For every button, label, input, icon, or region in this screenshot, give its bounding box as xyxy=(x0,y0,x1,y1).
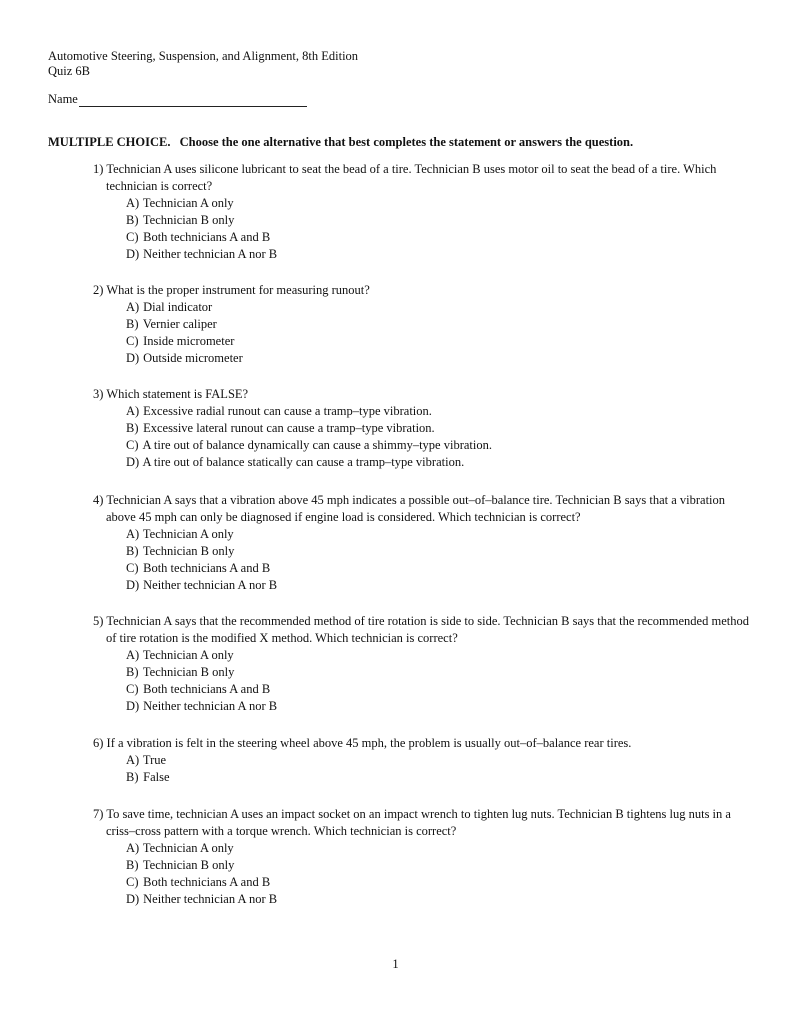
choice-b[interactable] xyxy=(93,316,753,333)
page-number: 1 xyxy=(392,957,399,971)
choice-d[interactable] xyxy=(93,454,753,471)
choice-a[interactable] xyxy=(93,840,753,857)
question-3 xyxy=(93,386,753,471)
choice-a[interactable] xyxy=(93,403,753,420)
choice-list xyxy=(93,840,753,908)
choice-b[interactable] xyxy=(93,420,753,437)
choice-text: Technician A only xyxy=(142,648,234,662)
choice-a[interactable] xyxy=(93,299,753,316)
question-number: 1) xyxy=(93,162,104,176)
choice-true[interactable] xyxy=(93,752,753,769)
question-stem xyxy=(93,735,753,752)
choice-letter: A) xyxy=(126,300,140,314)
choice-letter: C) xyxy=(126,875,139,889)
choice-text: Both technicians A and B xyxy=(143,561,271,575)
name-label: Name xyxy=(48,92,78,106)
choice-letter: A) xyxy=(126,753,140,767)
question-number: 6) xyxy=(93,736,104,750)
name-field-row xyxy=(48,92,307,107)
choice-list xyxy=(93,526,753,594)
choice-text: Outside micrometer xyxy=(143,351,243,365)
choice-text: Neither technician A nor B xyxy=(143,247,278,261)
choice-letter: D) xyxy=(126,892,140,906)
choice-text: Technician B only xyxy=(142,213,235,227)
choice-letter: C) xyxy=(126,561,139,575)
choice-text: Dial indicator xyxy=(143,300,213,314)
choice-c[interactable] xyxy=(93,874,753,891)
choice-d[interactable] xyxy=(93,350,753,367)
choice-text: Vernier caliper xyxy=(142,317,217,331)
choice-text: Technician A only xyxy=(142,527,234,541)
choice-letter: D) xyxy=(126,247,140,261)
choice-list xyxy=(93,647,753,715)
choice-text: Excessive radial runout can cause a tramp–type vibration. xyxy=(143,404,432,418)
choice-letter: A) xyxy=(126,648,140,662)
choice-letter: B) xyxy=(126,421,139,435)
choice-text: Technician B only xyxy=(142,544,235,558)
question-number: 3) xyxy=(93,387,104,401)
question-text: If a vibration is felt in the steering wheel above 45 mph, the problem is usually out–of–balance rear tires. xyxy=(106,736,632,750)
choice-false[interactable] xyxy=(93,769,753,786)
choice-a[interactable] xyxy=(93,647,753,664)
name-blank-line[interactable] xyxy=(79,94,307,107)
question-stem xyxy=(93,492,753,526)
choice-b[interactable] xyxy=(93,543,753,560)
choice-d[interactable] xyxy=(93,246,753,263)
choice-text: Both technicians A and B xyxy=(143,875,271,889)
choice-list xyxy=(93,299,753,367)
question-5 xyxy=(93,613,753,715)
question-number: 7) xyxy=(93,807,104,821)
choice-c[interactable] xyxy=(93,681,753,698)
choice-d[interactable] xyxy=(93,698,753,715)
choice-text: A tire out of balance statically can cause a tramp–type vibration. xyxy=(142,455,465,469)
choice-letter: C) xyxy=(126,230,139,244)
choice-d[interactable] xyxy=(93,891,753,908)
choice-b[interactable] xyxy=(93,664,753,681)
question-text: Which statement is FALSE? xyxy=(106,387,249,401)
question-text: To save time, technician A uses an impact socket on an impact wrench to tighten lug nuts. Technician B tightens lug nuts in a criss–cross pattern with a torque wrench. Which technician is correct? xyxy=(106,807,731,838)
choice-text: Technician A only xyxy=(142,841,234,855)
question-7 xyxy=(93,806,753,908)
quiz-label: Quiz 6B xyxy=(48,64,91,78)
choice-b[interactable] xyxy=(93,857,753,874)
choice-letter: C) xyxy=(126,682,139,696)
choice-letter: D) xyxy=(126,578,140,592)
choice-letter: A) xyxy=(126,196,140,210)
instructions-lead: MULTIPLE CHOICE. xyxy=(48,135,171,149)
question-stem xyxy=(93,806,753,840)
question-number: 2) xyxy=(93,283,104,297)
choice-letter: A) xyxy=(126,527,140,541)
choice-text: Neither technician A nor B xyxy=(143,892,278,906)
choice-letter: A) xyxy=(126,404,140,418)
choice-list xyxy=(93,403,753,471)
choice-text: Both technicians A and B xyxy=(143,682,271,696)
choice-letter: B) xyxy=(126,770,139,784)
choice-text: Technician A only xyxy=(142,196,234,210)
choice-letter: B) xyxy=(126,858,139,872)
question-text: What is the proper instrument for measuring runout? xyxy=(106,283,370,297)
choice-b[interactable] xyxy=(93,212,753,229)
question-text: Technician A uses silicone lubricant to seat the bead of a tire. Technician B uses motor oil to seat the bead of a tire. Which technician is correct? xyxy=(106,162,717,193)
choice-text: Neither technician A nor B xyxy=(143,699,278,713)
choice-letter: D) xyxy=(126,455,140,469)
question-stem xyxy=(93,386,753,403)
choice-letter: D) xyxy=(126,699,140,713)
question-stem xyxy=(93,161,753,195)
question-number: 5) xyxy=(93,614,104,628)
choice-text: False xyxy=(143,770,170,784)
choice-text: Both technicians A and B xyxy=(143,230,271,244)
question-text: Technician A says that the recommended method of tire rotation is side to side. Technician B says that the recommended method of tire rotation is the modified X method. Which technician is correct? xyxy=(106,614,749,645)
choice-text: A tire out of balance dynamically can cause a shimmy–type vibration. xyxy=(142,438,492,452)
choice-text: Excessive lateral runout can cause a tramp–type vibration. xyxy=(143,421,435,435)
choice-a[interactable] xyxy=(93,195,753,212)
choice-d[interactable] xyxy=(93,577,753,594)
choice-letter: B) xyxy=(126,213,139,227)
choice-text: True xyxy=(142,753,167,767)
choice-c[interactable] xyxy=(93,437,753,454)
question-stem xyxy=(93,613,753,647)
instructions-text: Choose the one alternative that best completes the statement or answers the question. xyxy=(179,135,634,149)
choice-text: Technician B only xyxy=(142,665,235,679)
choice-letter: B) xyxy=(126,544,139,558)
choice-letter: A) xyxy=(126,841,140,855)
choice-text: Neither technician A nor B xyxy=(143,578,278,592)
question-4 xyxy=(93,492,753,594)
choice-c[interactable] xyxy=(93,333,753,350)
choice-letter: D) xyxy=(126,351,140,365)
choice-letter: C) xyxy=(126,438,139,452)
choice-letter: B) xyxy=(126,665,139,679)
choice-c[interactable] xyxy=(93,560,753,577)
choice-letter: B) xyxy=(126,317,139,331)
book-title: Automotive Steering, Suspension, and Alignment, 8th Edition xyxy=(48,49,359,63)
instructions xyxy=(48,135,633,150)
choice-c[interactable] xyxy=(93,229,753,246)
choice-text: Technician B only xyxy=(142,858,235,872)
question-1 xyxy=(93,161,753,263)
choice-a[interactable] xyxy=(93,526,753,543)
choice-list xyxy=(93,752,753,786)
question-text: Technician A says that a vibration above 45 mph indicates a possible out–of–balance tire. Technician B says that a vibration above 45 mph can only be diagnosed if engine load is considered. Which technician is correct? xyxy=(106,493,726,524)
question-2 xyxy=(93,282,753,367)
question-number: 4) xyxy=(93,493,104,507)
question-stem xyxy=(93,282,753,299)
choice-letter: C) xyxy=(126,334,139,348)
choice-text: Inside micrometer xyxy=(143,334,235,348)
choice-list xyxy=(93,195,753,263)
question-6 xyxy=(93,735,753,786)
